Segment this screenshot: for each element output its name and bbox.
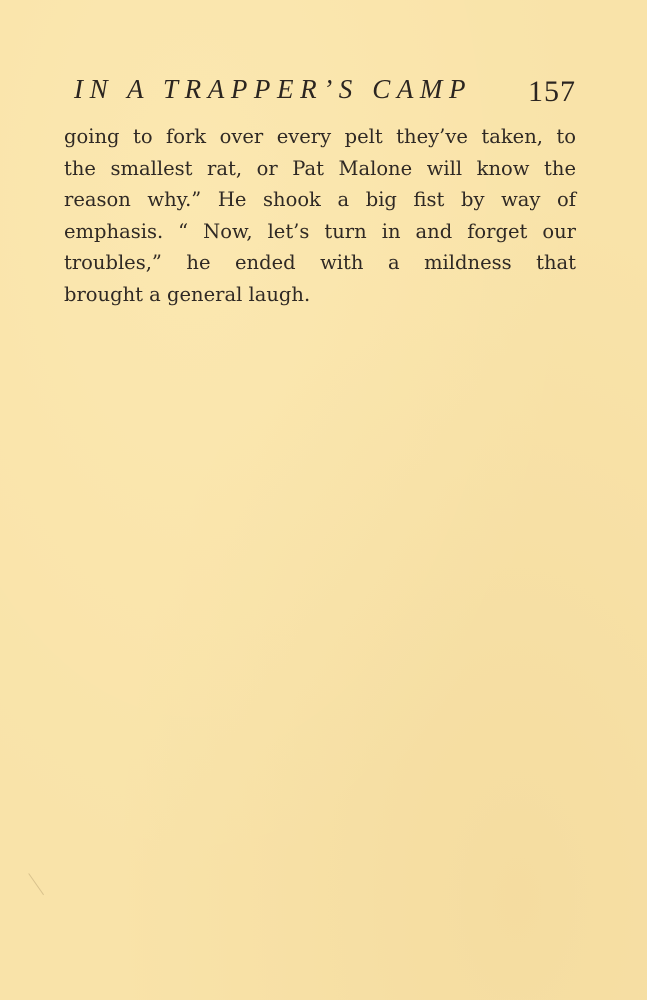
text-line: the smallest rat, or Pat Malone will know the <box>64 156 576 180</box>
running-header <box>64 74 576 114</box>
text-line: reason why.” He shook a big fist by way of <box>64 188 576 212</box>
text-line: troubles,” he ended with a mildness that <box>64 251 576 275</box>
paper-blemish <box>28 863 58 895</box>
body-paragraph <box>64 121 576 311</box>
page-number: 157 <box>528 75 576 108</box>
text-line: emphasis. “ Now, let’s turn in and forget our <box>64 219 576 243</box>
text-line: going to fork over every pelt they’ve taken, to <box>64 125 576 148</box>
text-line: brought a general laugh. <box>64 282 311 306</box>
running-title: IN A TRAPPER’S CAMP <box>74 74 473 104</box>
